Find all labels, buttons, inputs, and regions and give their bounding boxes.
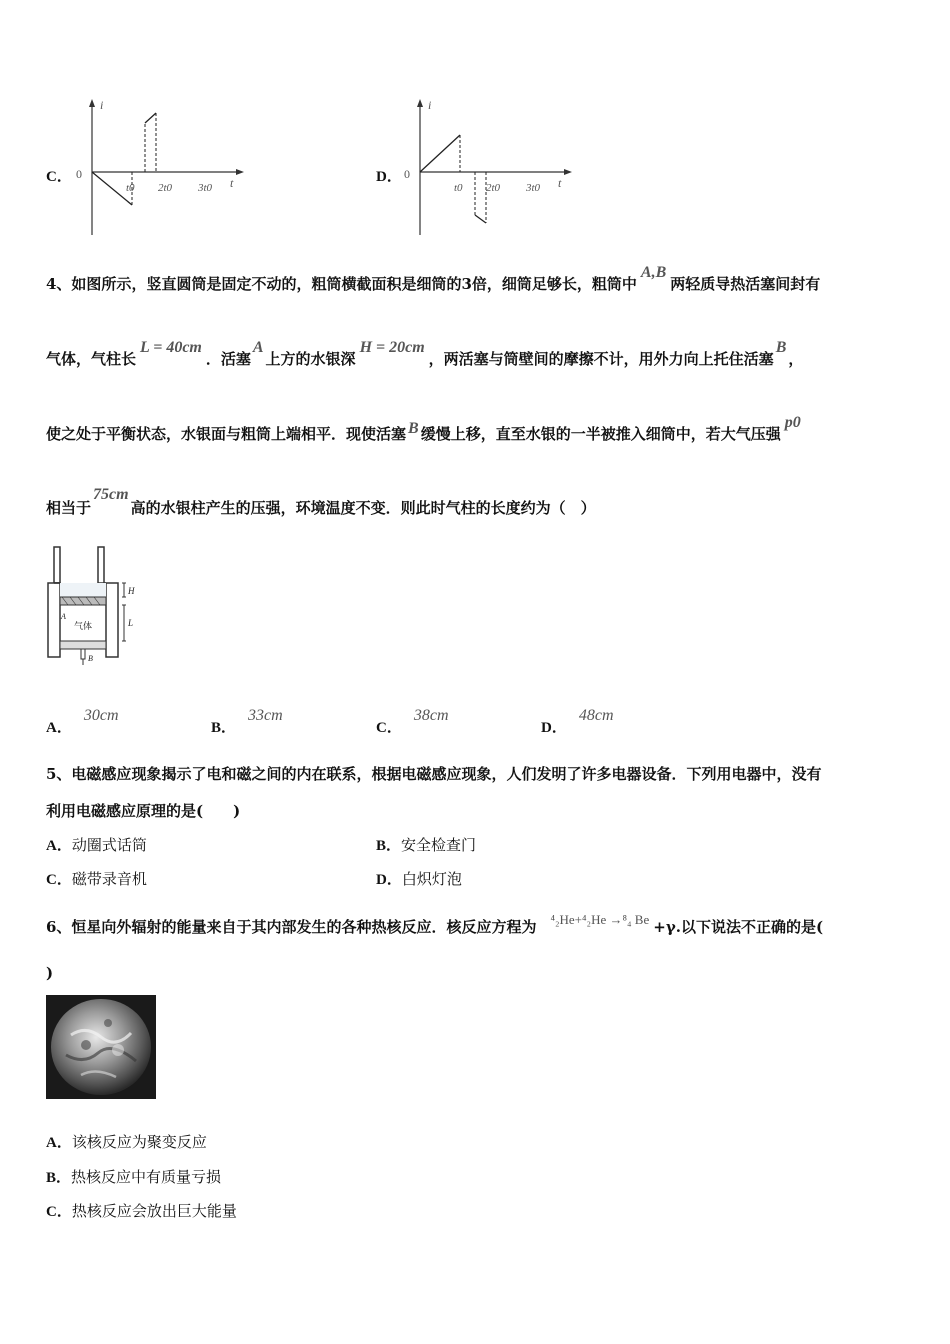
star-image <box>46 995 156 1099</box>
q4-cylinder-figure <box>46 545 146 667</box>
segment-negative-ramp <box>475 215 486 223</box>
q6-option-a[interactable]: A．该核反应为聚变反应 <box>46 1133 207 1151</box>
q5-line-2: 利用电磁感应原理的是( ) <box>46 802 241 820</box>
q4-line-3: 使之处于平衡状态，水银面与粗筒上端相平．现使活塞 B 缓慢上移，直至水银的一半被推入细筒中，若大气压强p0 <box>46 414 801 443</box>
q4-option-b[interactable]: B．33cm <box>211 707 283 736</box>
tick-3t0: 3t0 <box>526 182 541 194</box>
origin-label: 0 <box>76 167 82 181</box>
q3-graph-d <box>398 95 578 245</box>
q3-graph-c <box>70 95 250 245</box>
q4-line-1: 4、如图所示，竖直圆筒是固定不动的，粗筒横截面积是细筒的3倍，细筒足够长，粗筒中A,B两轻质导热活塞间封有 <box>46 264 821 293</box>
axis-t-label: t <box>558 176 562 190</box>
q4-math-B2: B <box>408 420 419 437</box>
q6-line-2: ) <box>46 964 54 982</box>
q6-equation: ⁴₂He+⁴₂He →⁸₄ Be <box>550 912 650 927</box>
q4-math-H: H = 20cm <box>359 339 425 356</box>
q6-line-1: 6、恒星向外辐射的能量来自于其内部发生的各种热核反应．核反应方程为 ⁴₂He+⁴₂He →⁸₄ Be +γ.以下说法不正确的是( <box>46 912 824 936</box>
axis-t-label: t <box>230 176 234 190</box>
q4-math-75cm: 75cm <box>93 486 129 503</box>
q5-option-d[interactable]: D．白炽灯泡 <box>376 870 462 888</box>
q4-math-L: L = 40cm <box>140 339 202 356</box>
label-h: H <box>128 586 135 596</box>
label-l: L <box>128 618 134 628</box>
q5-option-c[interactable]: C．磁带录音机 <box>46 870 147 888</box>
q5-line-1: 5、电磁感应现象揭示了电和磁之间的内在联系，根据电磁感应现象，人们发明了许多电器设备．下列用电器中，没有 <box>46 765 822 783</box>
q4-math-ab: A,B <box>640 264 667 281</box>
q6-option-b[interactable]: B．热核反应中有质量亏损 <box>46 1168 222 1186</box>
tick-2t0: 2t0 <box>158 182 173 194</box>
tick-3t0: 3t0 <box>198 182 213 194</box>
q3-option-c-label: C． <box>46 169 72 185</box>
q4-line-4: 相当于75cm高的水银柱产生的压强，环境温度不变．则此时气柱的长度约为（ ） <box>46 486 596 517</box>
segment-positive-ramp <box>420 135 460 172</box>
q4-math-A: A <box>252 339 264 356</box>
tick-t0: t0 <box>454 182 463 194</box>
q5-option-a[interactable]: A．动圈式话筒 <box>46 836 147 854</box>
q4-math-B: B <box>775 339 787 356</box>
q6-option-c[interactable]: C．热核反应会放出巨大能量 <box>46 1202 237 1220</box>
q4-option-d[interactable]: D．48cm <box>541 707 614 736</box>
q4-option-a[interactable]: A．30cm <box>46 707 119 736</box>
label-b: B <box>88 654 93 663</box>
q4-line-2: 气体，气柱长L = 40cm．活塞A上方的水银深H = 20cm，两活塞与筒壁间的摩擦不计，用外力向上托住活塞B， <box>46 339 804 368</box>
origin-label: 0 <box>404 167 410 181</box>
q4-option-c[interactable]: C．38cm <box>376 707 449 736</box>
segment-positive-ramp <box>145 113 156 123</box>
q4-math-p0: p0 <box>784 414 801 431</box>
tick-2t0: 2t0 <box>486 182 501 194</box>
q5-option-b[interactable]: B．安全检查门 <box>376 836 477 854</box>
axis-i-label: i <box>100 98 104 112</box>
axis-i-label: i <box>428 98 432 112</box>
q3-option-d-label: D． <box>376 169 402 185</box>
label-a: A <box>61 612 66 621</box>
tick-t0: t0 <box>126 182 135 194</box>
label-gas: 气体 <box>74 621 93 631</box>
